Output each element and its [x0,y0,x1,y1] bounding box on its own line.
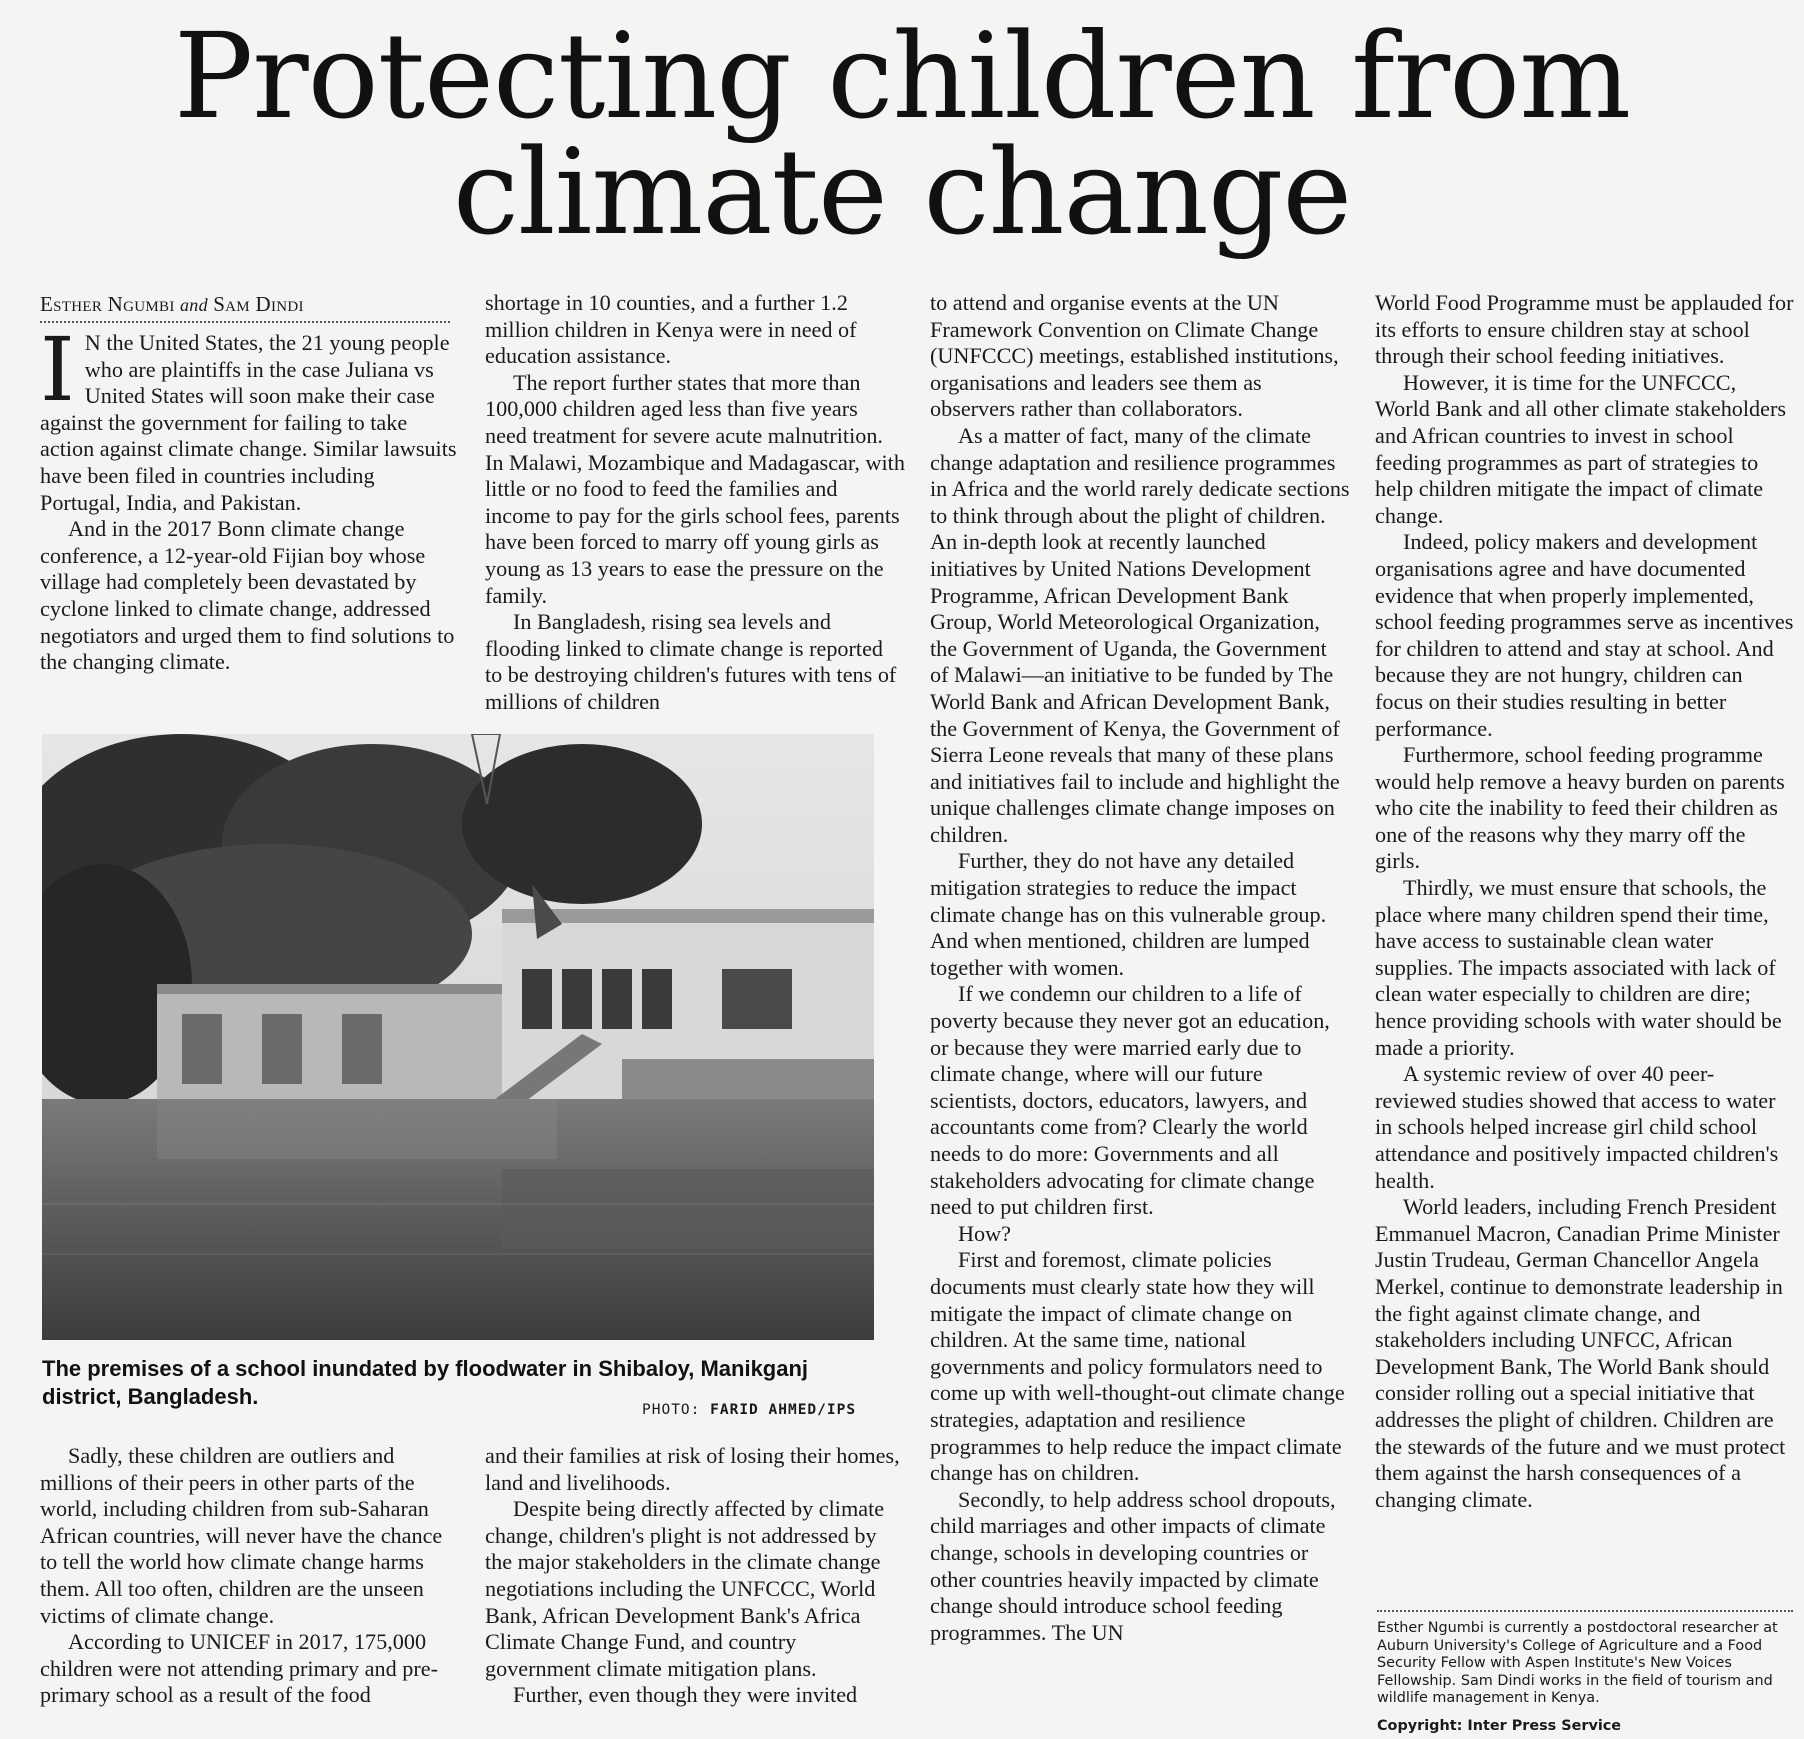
paragraph: First and foremost, climate policies documents must clearly state how they will mitigate the impact of climate change on children. At the same time, national governments and policy formulators need to come up with well-thought-out climate change strategies, adaptation and resilience programmes to help reduce the impact climate change has on children. [930,1247,1345,1486]
column-2-bottom [485,1443,905,1709]
headline-line-2: climate change [452,123,1352,261]
drop-cap: I [40,318,75,421]
bio-divider [1377,1610,1793,1612]
paragraph: The report further states that more than 100,000 children aged less than five years need treatment for severe acute malnutrition. In Malawi, Mozambique and Madagascar, with little or no food to feed the families and income to pay for the girls school fees, parents have been forced to marry off young girls as young as 13 years to ease the pressure on the family. [485,369,905,608]
credit-name: FARID AHMED/IPS [710,1402,857,1418]
author-2: Sam Dindi [213,292,304,316]
headline-line-1: Protecting children from [173,7,1631,145]
paragraph: Despite being directly affected by climate change, children's plight is not addressed by the major stakeholders in the climate change negotiations including the UNFCCC, World Bank, African Development Bank's Africa Climate Change Fund, and country government climate mitigation plans. [485,1496,885,1681]
column-1-bottom [40,1443,460,1709]
byline [40,292,450,323]
author-1: Esther Ngumbi [40,292,175,316]
paragraph: A systemic review of over 40 peer-reviewed studies showed that access to water in schools helped increase girl child school attendance and positively impacted children's health. [1375,1061,1779,1193]
headline [0,7,1804,261]
credit-prefix: PHOTO: [642,1402,701,1418]
paragraph: World leaders, including French President Emmanuel Macron, Canadian Prime Minister Justin Trudeau, German Chancellor Angela Merkel, continue to demonstrate leadership in the fight against climate change, and stakeholders including UNFCC, African Development Bank, The World Bank should consider rolling out a special initiative that addresses the plight of children. Children are the stewards of the future and we must protect them against the harsh consequences of a changing climate. [1375,1194,1786,1512]
column-3 [930,290,1350,1646]
paragraph: Further, they do not have any detailed mitigation strategies to reduce the impact climate change has on this vulnerable group. And when mentioned, children are lumped together with women. [930,848,1327,980]
copyright: Copyright: Inter Press Service [1377,1718,1622,1734]
byline-conjunction: and [179,295,208,315]
paragraph: How? [958,1220,1011,1246]
paragraph: to attend and organise events at the UN Framework Convention on Climate Change (UNFCCC) meetings, established institutions, organisations and leaders see them as observers rather than collaborators. [930,290,1339,422]
paragraph: However, it is time for the UNFCCC, World Bank and all other climate stakeholders and African countries to invest in school feeding programmes as part of strategies to help children mitigate the impact of climate change. [1375,369,1787,528]
paragraph: World Food Programme must be applauded for its efforts to ensure children stay at school through their school feeding initiatives. [1375,290,1794,369]
paragraph: and their families at risk of losing their homes, land and livelihoods. [485,1443,900,1495]
column-4 [1375,290,1795,1513]
column-1-top [40,318,460,676]
paragraph: Indeed, policy makers and development organisations agree and have documented evidence that when properly implemented, school feeding programmes serve as incentives for children to attend and stay at school. And because they are not hungry, children can focus on their studies resulting in better performance. [1375,529,1794,741]
paragraph: Sadly, these children are outliers and millions of their peers in other parts of the world, including children from sub-Saharan African countries, will never have the chance to tell the world how climate change harms them. All too often, children are the unseen victims of climate change. [40,1443,443,1628]
paragraph: Furthermore, school feeding programme would help remove a heavy burden on parents who cite the inability to feed their children as one of the reasons why they marry off the girls. [1375,742,1785,874]
paragraph: Secondly, to help address school dropouts, child marriages and other impacts of climate change, schools in developing countries or other countries heavily impacted by climate change should introduce school feeding programmes. The UN [930,1486,1336,1645]
photo-illustration [42,734,874,1340]
paragraph: As a matter of fact, many of the climate change adaptation and resilience programmes in Africa and the world rarely dedicate sections to think through about the plight of children. An in-depth look at recently launched initiatives by United Nations Development Programme, African Development Bank Group, World Meteorological Organization, the Government of Uganda, the Government of Malawi—an initiative to be funded by The World Bank and African Development Bank, the Government of Kenya, the Government of Sierra Leone reveals that many of these plans and initiatives fail to include and highlight the unique challenges climate change imposes on children. [930,422,1350,847]
paragraph: In Bangladesh, rising sea levels and flooding linked to climate change is reported to be destroying children's futures with tens of millions of children [485,609,897,714]
photo-credit [642,1402,856,1418]
paragraph: And in the 2017 Bonn climate change conference, a 12-year-old Fijian boy whose village had completely been devastated by cyclone linked to climate change, addressed negotiators and urged them to find solutions to the changing climate. [40,516,455,675]
paragraph: shortage in 10 counties, and a further 1.2 million children in Kenya were in need of education assistance. [485,290,857,369]
paragraph: I N the United States, the 21 young people who are plaintiffs in the case Juliana vs United States will soon make their case against the government for failing to take action against climate change. Similar lawsuits have been filed in countries including Portugal, India, and Pakistan. [40,318,457,515]
column-2-top [485,290,905,716]
flood-school-photo [42,734,874,1340]
paragraph: Further, even though they were invited [513,1682,858,1708]
paragraph: According to UNICEF in 2017, 175,000 children were not attending primary and pre-primary school as a result of the food [40,1629,438,1708]
author-bio: Esther Ngumbi is currently a postdoctoral researcher at Auburn University's College of Agriculture and a Food Security Fellow with Aspen Institute's New Voices Fellowship. Sam Dindi works in the field of tourism and wildlife management in Kenya. [1377,1620,1778,1707]
paragraph: Thirdly, we must ensure that schools, the place where many children spend their time, have access to sustainable clean water supplies. The impacts associated with lack of clean water especially to children are dire; hence providing schools with water should be made a priority. [1375,875,1782,1060]
paragraph: If we condemn our children to a life of poverty because they never got an education, or because they were married early due to climate change, where will our future scientists, doctors, educators, lawyers, and accountants come from? Clearly the world needs to do more: Governments and all stakeholders advocating for climate change need to put children first. [930,981,1330,1220]
photo-caption: The premises of a school inundated by floodwater in Shibaloy, Manikganj district, Bangladesh. [42,1356,809,1409]
